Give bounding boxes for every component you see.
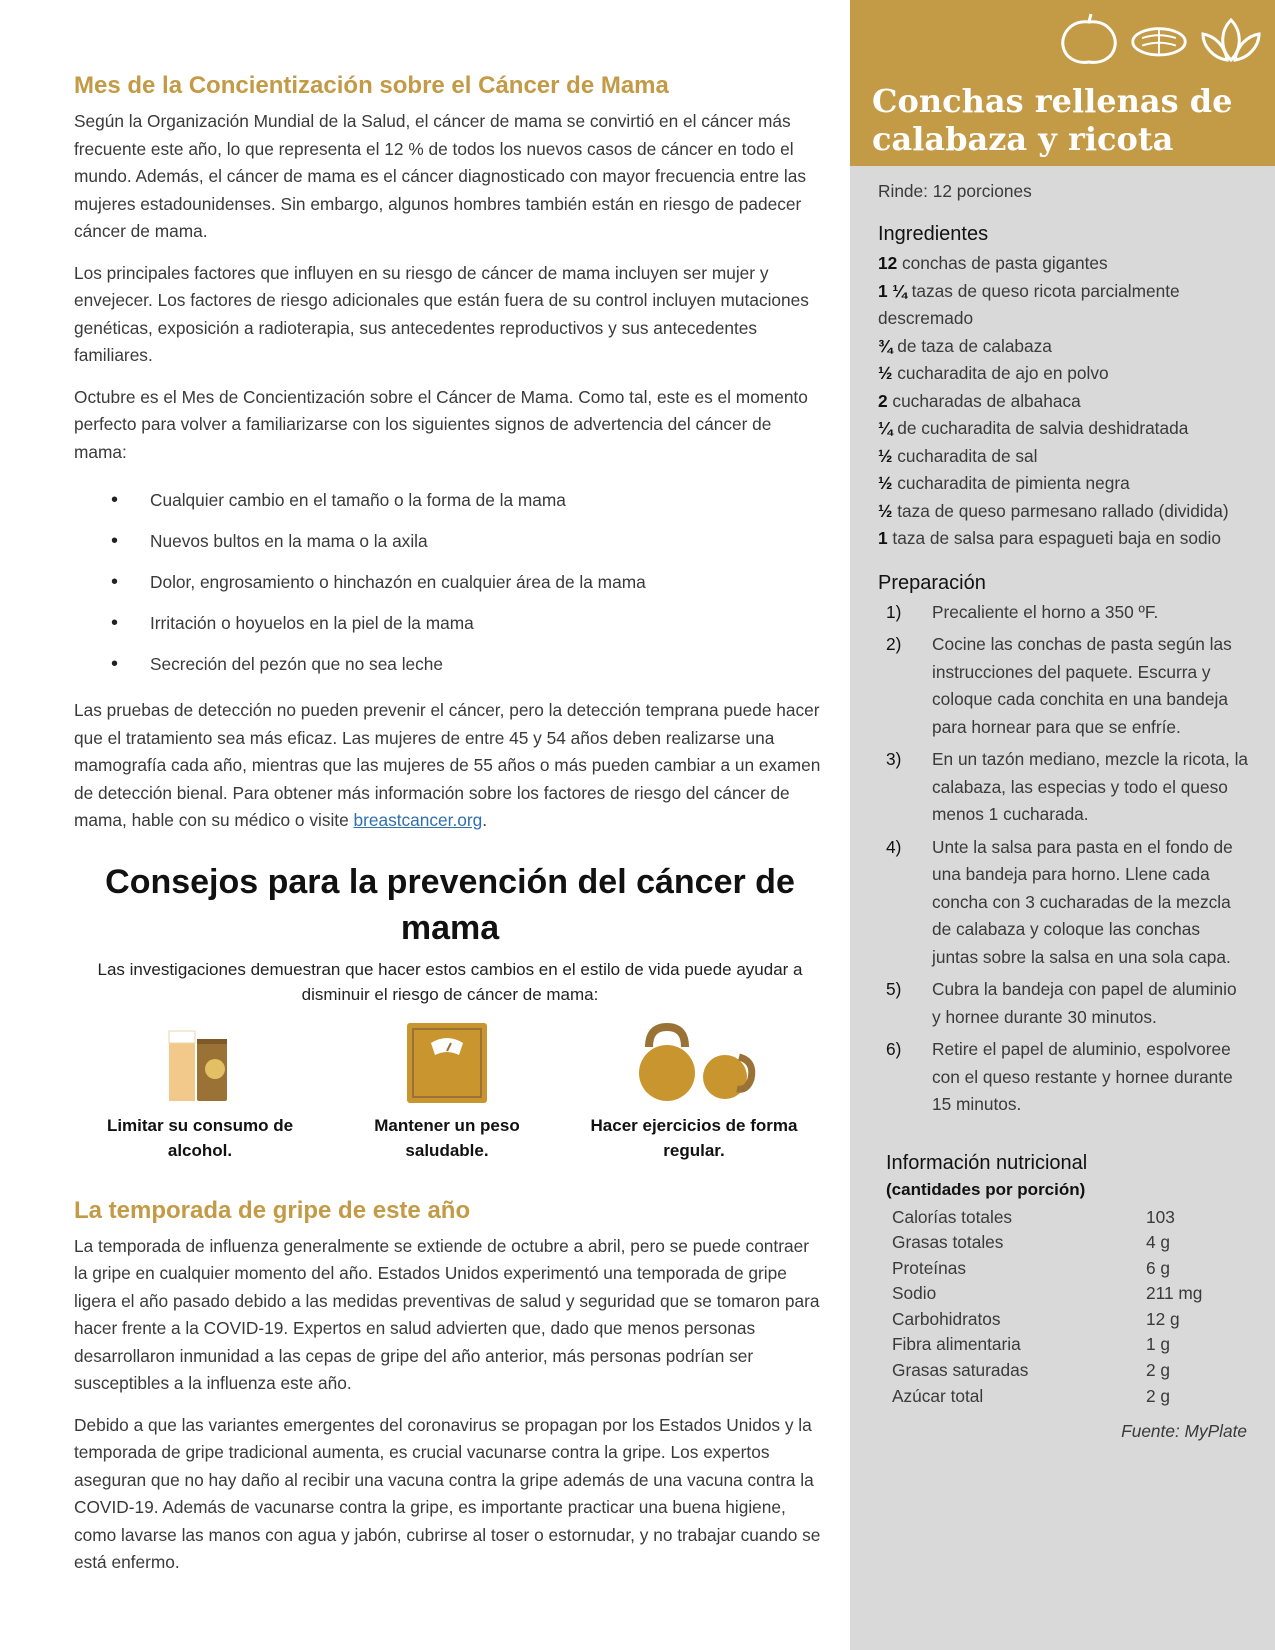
list-item: 3) En un tazón mediano, mezcle la ricota, la calabaza, las especias y todo el queso menos 1 cucharada. bbox=[886, 749, 1249, 824]
article-paragraph-2: Los principales factores que influyen en su riesgo de cáncer de mama incluyen ser mujer y envejecer. Los factores de riesgo adicionales que están fuera de su control incluyen mutaciones genéticas, exposición a radioterapia, sus antecedentes reproductivos y sus antecedentes familiares. bbox=[74, 262, 809, 365]
article-paragraph-1: Según la Organización Mundial de la Salud, el cáncer de mama se convirtió en el cáncer más frecuente este año, lo que representa el 12 % de todos los nuevos casos de cáncer en todo el mundo. Además, el cáncer de mama es el cáncer diagnosticado con mayor frecuencia entre las mujeres estadounidenses. Sin embargo, algunos hombres también están en riesgo de padecer cáncer de mama. bbox=[74, 111, 806, 241]
bread-icon bbox=[1129, 12, 1189, 66]
list-item: • Nuevos bultos en la mama o la axila bbox=[74, 521, 826, 562]
list-item: 2 cucharadas de albahaca bbox=[878, 390, 1081, 411]
list-item: 2) Cocine las conchas de pasta según las instrucciones del paquete. Escurra y coloque cada conchita en una bandeja para hornear para que se enfríe. bbox=[886, 634, 1232, 737]
list-item: 1 ¼ tazas de queso ricota parcialmente descremado bbox=[878, 280, 1180, 328]
list-item: ½ cucharadita de pimienta negra bbox=[878, 473, 1130, 493]
article-title: Mes de la Concientización sobre el Cáncer de Mama bbox=[74, 72, 669, 99]
scale-icon bbox=[405, 1021, 489, 1105]
breastcancer-link[interactable]: breastcancer.org bbox=[353, 810, 483, 830]
article-paragraph-4: Las pruebas de detección no pueden prevenir el cáncer, pero la detección temprana puede hacer que el tratamiento sea más eficaz. Las mujeres de entre 45 y 54 años deben realizarse una mamografía cada año, mientras que las mujeres de 55 años o más pueden cambiar a un examen de detección bienal. Para obtener más información sobre los factores de riesgo del cáncer de mama, hable con su médico o visite breastcancer.org. bbox=[74, 700, 821, 830]
list-item: ½ cucharadita de sal bbox=[878, 445, 1038, 466]
nutrition-heading: Información nutricional bbox=[886, 1151, 1088, 1174]
article-paragraph-3: Octubre es el Mes de Concientización sobre el Cáncer de Mama. Como tal, este es el momento perfecto para volver a familiarizarse con los siguientes signos de advertencia del cáncer de mama: bbox=[74, 386, 808, 462]
nutrition-subheading: (cantidades por porción) bbox=[886, 1179, 1086, 1199]
list-item: 4) Unte la salsa para pasta en el fondo de una bandeja para horno. Llene cada concha con 3 cucharadas de la mezcla de calabaza y coloque las conchas juntas sobre la salsa en una sola capa. bbox=[886, 836, 1233, 967]
tips-subtitle: Las investigaciones demuestran que hacer estos cambios en el estilo de vida puede ayudar a disminuir el riesgo de cáncer de mama: bbox=[97, 959, 803, 1004]
table-row: Grasas saturadas 2 g bbox=[892, 1360, 1171, 1381]
list-item: 1 taza de salsa para espagueti baja en sodio bbox=[878, 528, 1222, 548]
alcohol-icon bbox=[165, 1021, 235, 1105]
ingredients-heading: Ingredientes bbox=[878, 223, 989, 245]
pumpkin-icon bbox=[1059, 12, 1119, 66]
nutrition-table bbox=[886, 1205, 1202, 1410]
table-row: Grasas totales 4 g bbox=[892, 1232, 1171, 1253]
tip-exercise-label: Hacer ejercicios de forma regular. bbox=[590, 1115, 798, 1160]
food-icons bbox=[1059, 12, 1263, 66]
tips-icons bbox=[88, 1021, 806, 1163]
list-item: • Secreción del pezón que no sea leche bbox=[74, 644, 826, 685]
recipe-sidebar bbox=[850, 0, 1275, 1650]
table-row: Calorías totales 103 bbox=[892, 1206, 1175, 1227]
list-item: 1) Precaliente el horno a 350 ºF. bbox=[886, 601, 1159, 622]
tips-title: Consejos para la prevención del cáncer de mama bbox=[105, 862, 795, 947]
nutrition-source: Fuente: MyPlate bbox=[1121, 1421, 1247, 1442]
warning-signs-list bbox=[74, 480, 826, 685]
recipe-yield: Rinde: 12 porciones bbox=[878, 181, 1032, 201]
list-item: ½ taza de queso parmesano rallado (dividida) bbox=[878, 500, 1229, 521]
flu-title: La temporada de gripe de este año bbox=[74, 1196, 471, 1224]
list-item: • Cualquier cambio en el tamaño o la forma de la mama bbox=[74, 480, 826, 521]
list-item: ½ cucharadita de ajo en polvo bbox=[878, 363, 1109, 383]
tip-alcohol bbox=[88, 1021, 312, 1163]
tip-alcohol-label: Limitar su consumo de alcohol. bbox=[106, 1115, 294, 1160]
table-row: Sodio 211 mg bbox=[892, 1283, 1203, 1304]
tip-exercise bbox=[582, 1021, 806, 1163]
prep-heading: Preparación bbox=[878, 571, 986, 594]
prep-steps bbox=[878, 599, 1249, 1119]
list-item: • Irritación o hoyuelos en la piel de la mama bbox=[74, 603, 826, 644]
tip-weight bbox=[335, 1021, 559, 1163]
list-item: 6) Retire el papel de aluminio, espolvoree con el queso restante y hornee durante 15 minutos. bbox=[886, 1039, 1233, 1114]
ingredients-list bbox=[878, 250, 1249, 553]
list-item: 12 conchas de pasta gigantes bbox=[878, 253, 1108, 273]
flu-section bbox=[74, 1197, 826, 1577]
list-item: ¾ de taza de calabaza bbox=[878, 335, 1052, 356]
leaves-icon bbox=[1199, 12, 1263, 66]
tip-weight-label: Mantener un peso saludable. bbox=[374, 1115, 520, 1160]
list-item: • Dolor, engrosamiento o hinchazón en cualquier área de la mama bbox=[74, 562, 826, 603]
prevention-tips bbox=[74, 859, 826, 1163]
table-row: Proteínas 6 g bbox=[892, 1257, 1171, 1278]
nutrition-info bbox=[878, 1149, 1249, 1443]
main-column bbox=[74, 72, 826, 1591]
recipe-header bbox=[850, 0, 1275, 166]
list-item: ¼ de cucharadita de salvia deshidratada bbox=[878, 418, 1189, 438]
table-row: Carbohidratos 12 g bbox=[892, 1308, 1180, 1329]
flu-paragraph-1: La temporada de influenza generalmente se extiende de octubre a abril, pero se puede contraer la gripe en cualquier momento del año. Estados Unidos experimentó una temporada de gripe ligera el año pasado debido a las medidas preventivas de salud y seguridad que se tomaron para hacer frente a la COVID-19. Expertos en salud advierten que, dado que menos personas desarrollaron inmunidad a las cepas de gripe del año anterior, más personas podrían ser susceptibles a la influenza este año. bbox=[74, 1235, 820, 1393]
recipe-body bbox=[850, 166, 1275, 1442]
list-item: 5) Cubra la bandeja con papel de aluminio y hornee durante 30 minutos. bbox=[886, 979, 1237, 1027]
recipe-title: Conchas rellenas de calabaza y ricota bbox=[872, 82, 1233, 158]
kettlebell-icon bbox=[629, 1021, 759, 1105]
table-row: Fibra alimentaria 1 g bbox=[892, 1334, 1171, 1355]
table-row: Azúcar total 2 g bbox=[892, 1385, 1171, 1406]
flu-paragraph-2: Debido a que las variantes emergentes del coronavirus se propagan por los Estados Unidos y la temporada de gripe tradicional aumenta, es crucial vacunarse contra la gripe. Los expertos aseguran que no hay daño al recibir una vacuna contra la gripe además de una vacuna contra la COVID-19. Además de vacunarse contra la gripe, es importante practicar una buena higiene, como lavarse las manos con agua y jabón, cubrirse al toser o estornudar, y no trabajar cuando se está enfermo. bbox=[74, 1414, 821, 1572]
